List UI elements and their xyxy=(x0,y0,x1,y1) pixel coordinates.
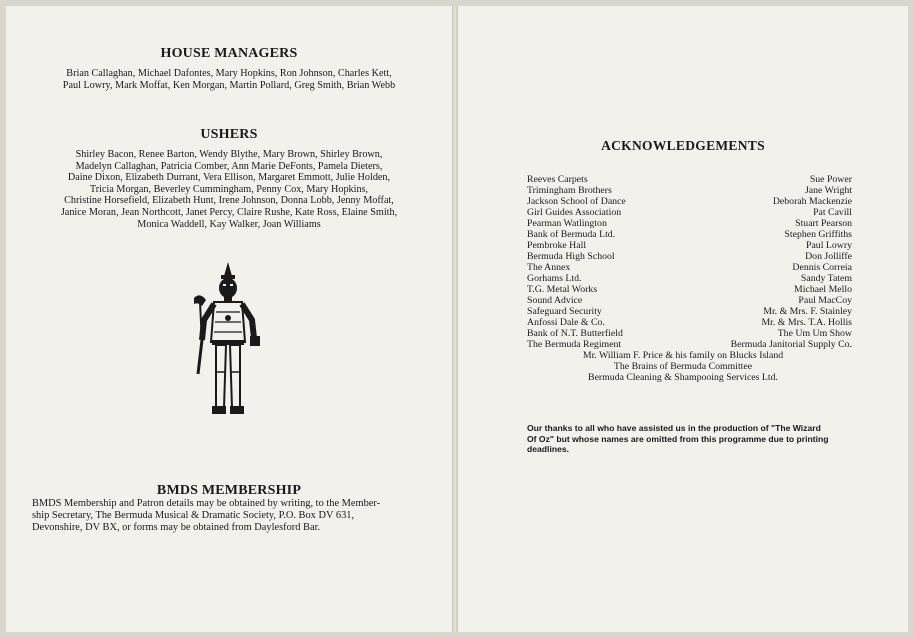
house-managers-line: Brian Callaghan, Michael Dafontes, Mary Hopkins, Ron Johnson, Charles Kett, xyxy=(66,68,392,79)
list-item xyxy=(527,240,852,251)
ushers-line: Christine Horsefield, Elizabeth Hunt, Irene Johnson, Donna Lobb, Jenny Moffat, xyxy=(64,195,394,207)
house-managers-line: Paul Lowry, Mark Moffat, Ken Morgan, Martin Pollard, Greg Smith, Brian Webb xyxy=(62,79,396,91)
ack-center-line: Mr. William F. Price & his family on Blucks Island xyxy=(582,350,784,361)
thanks-line: Our thanks to all who have assisted us in the production of "The Wizard xyxy=(527,423,821,433)
list-item xyxy=(527,317,852,328)
ack-right: Paul MacCoy xyxy=(798,295,852,306)
ack-right: Deborah Mackenzie xyxy=(772,196,852,207)
ack-left: Girl Guides Association xyxy=(527,207,622,218)
ack-left: Sound Advice xyxy=(527,295,583,306)
ack-right: Michael Mello xyxy=(794,284,852,295)
ack-right: Dennis Correia xyxy=(792,262,852,273)
ack-center-line: The Brains of Bermuda Committee xyxy=(613,361,753,372)
house-managers-title: HOUSE MANAGERS xyxy=(160,46,298,61)
list-item xyxy=(527,174,852,185)
list-item xyxy=(527,273,852,284)
thanks-line: deadlines. xyxy=(527,444,570,455)
membership-line: ship Secretary, The Bermuda Musical & Dramatic Society, P.O. Box DV 631, xyxy=(32,509,355,521)
ack-left: Bank of N.T. Butterfield xyxy=(527,328,623,339)
ack-right: The Um Um Show xyxy=(777,328,852,339)
ushers-line: Monica Waddell, Kay Walker, Joan Williams xyxy=(137,218,321,230)
ack-left: Safeguard Security xyxy=(527,306,602,317)
ack-right: Stephen Griffiths xyxy=(784,229,852,240)
ack-right: Jane Wright xyxy=(804,185,852,196)
ushers-line: Shirley Bacon, Renee Barton, Wendy Blythe, Mary Brown, Shirley Brown, xyxy=(75,149,383,160)
ack-right: Sandy Tatem xyxy=(800,273,852,284)
list-item xyxy=(527,218,852,229)
ack-left: The Bermuda Regiment xyxy=(527,339,622,350)
thanks-note xyxy=(527,423,857,455)
ushers-title: USHERS xyxy=(200,127,258,142)
ack-left: Trimingham Brothers xyxy=(527,185,612,196)
ack-left: Bermuda High School xyxy=(527,251,615,262)
acknowledgements-centered xyxy=(458,350,908,383)
ack-left: T.G. Metal Works xyxy=(527,284,598,295)
ushers-line: Tricia Morgan, Beverley Cummingham, Penny Cox, Mary Hopkins, xyxy=(89,183,369,195)
list-item xyxy=(527,196,852,207)
ack-right: Don Jolliffe xyxy=(805,251,852,262)
ack-right: Pat Cavill xyxy=(813,207,852,218)
house-managers-names xyxy=(26,68,432,91)
ushers-line: Janice Moran, Jean Northcott, Janet Percy, Claire Rushe, Kate Ross, Elaine Smith, xyxy=(60,206,398,218)
membership-text xyxy=(32,498,424,533)
ack-left: Anfossi Dale & Co. xyxy=(527,317,605,328)
list-item xyxy=(527,339,852,350)
acknowledgements-list xyxy=(527,174,852,350)
list-item xyxy=(527,251,852,262)
ack-right: Sue Power xyxy=(809,174,852,185)
ack-right: Bermuda Janitorial Supply Co. xyxy=(730,339,852,350)
list-item xyxy=(527,295,852,306)
ack-left: Bank of Bermuda Ltd. xyxy=(527,229,616,240)
ack-right: Paul Lowry xyxy=(806,240,852,251)
membership-line: Devonshire, DV BX, or forms may be obtained from Daylesford Bar. xyxy=(32,521,321,533)
list-item xyxy=(527,284,852,295)
ack-right: Mr. & Mrs. F. Stainley xyxy=(763,306,852,317)
list-item xyxy=(527,185,852,196)
list-item xyxy=(527,262,852,273)
acknowledgements-title: ACKNOWLEDGEMENTS xyxy=(601,138,765,153)
ack-left: The Annex xyxy=(527,262,571,273)
ack-left: Pearman Watlington xyxy=(527,218,607,229)
list-item xyxy=(527,306,852,317)
ack-left: Jackson School of Dance xyxy=(527,196,626,207)
ack-center-line: Bermuda Cleaning & Shampooing Services Ltd. xyxy=(588,372,778,383)
ushers-line: Madelyn Callaghan, Patricia Comber, Ann Marie DeFonts, Pamela Dieters, xyxy=(75,160,383,172)
ack-left: Pembroke Hall xyxy=(527,240,587,251)
thanks-line: Of Oz" but whose names are omitted from this programme due to printing xyxy=(527,433,829,444)
tin-man-figure-icon xyxy=(190,262,266,418)
ack-right: Stuart Pearson xyxy=(795,218,852,229)
ushers-line: Daine Dixon, Elizabeth Durrant, Vera Ellison, Margaret Emmott, Julie Holden, xyxy=(67,172,391,184)
list-item xyxy=(527,207,852,218)
ushers-names xyxy=(26,149,432,230)
membership-title: BMDS MEMBERSHIP xyxy=(156,483,302,498)
list-item xyxy=(527,328,852,339)
membership-line: BMDS Membership and Patron details may be obtained by writing, to the Member- xyxy=(32,498,381,509)
ack-left: Reeves Carpets xyxy=(527,174,588,185)
ack-right: Mr. & Mrs. T.A. Hollis xyxy=(761,317,852,328)
ack-left: Gorhams Ltd. xyxy=(527,273,582,284)
list-item xyxy=(527,229,852,240)
